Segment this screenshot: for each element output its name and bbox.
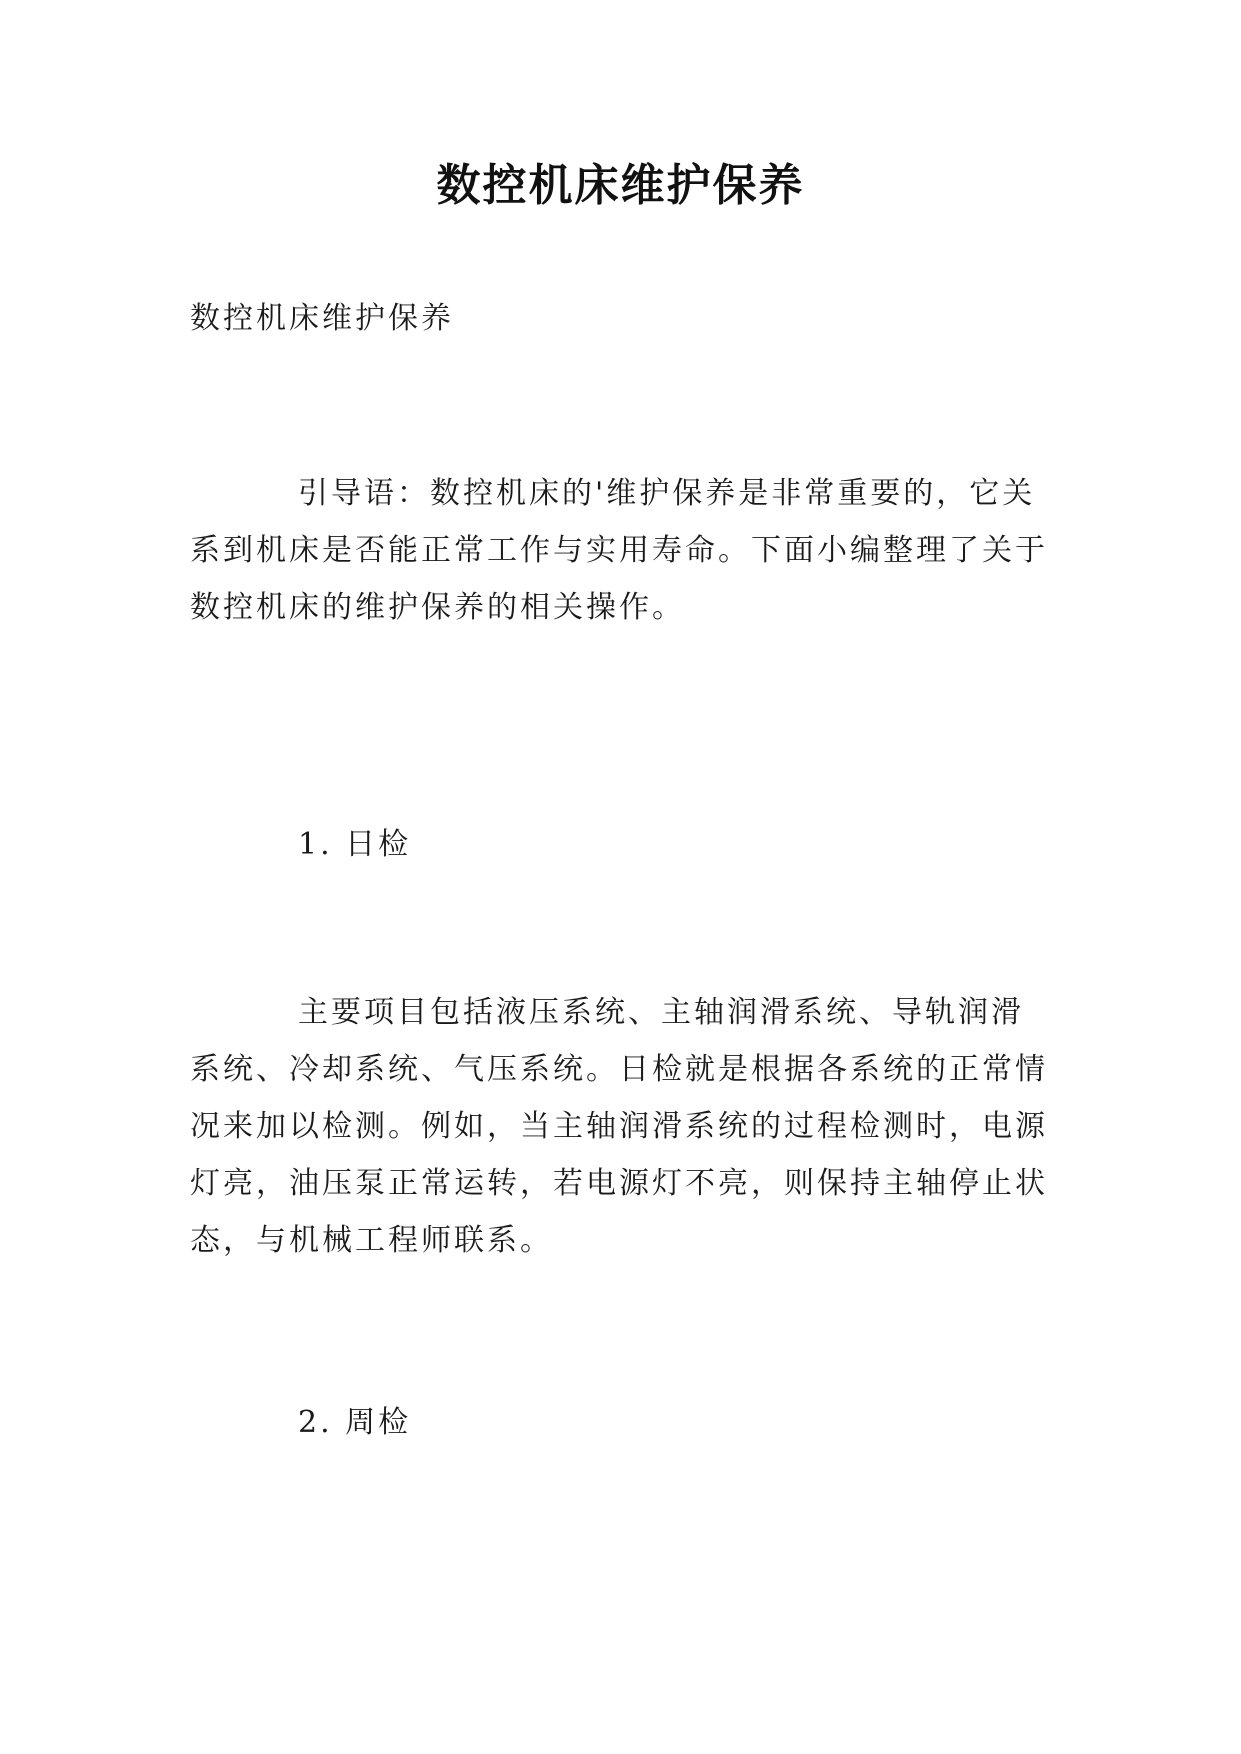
section-heading-daily-check: 1. 日检 bbox=[298, 827, 412, 862]
intro-paragraph: 引导语：数控机床的'维护保养是非常重要的，它关系到机床是否能正常工作与实用寿命。下面小编整理了关于数控机床的维护保养的相关操作。 bbox=[190, 476, 1048, 625]
document-title: 数控机床维护保养 bbox=[436, 160, 805, 211]
section-paragraph-daily-check: 主要项目包括液压系统、主轴润滑系统、导轨润滑系统、冷却系统、气压系统。日检就是根据各系统的正常情况来加以检测。例如，当主轴润滑系统的过程检测时，电源灯亮，油压泵正常运转，若电源灯不亮，则保持主轴停止状态，与机械工程师联系。 bbox=[190, 995, 1048, 1258]
document-subtitle: 数控机床维护保养 bbox=[190, 301, 454, 336]
section-heading-weekly-check: 2. 周检 bbox=[298, 1405, 412, 1440]
